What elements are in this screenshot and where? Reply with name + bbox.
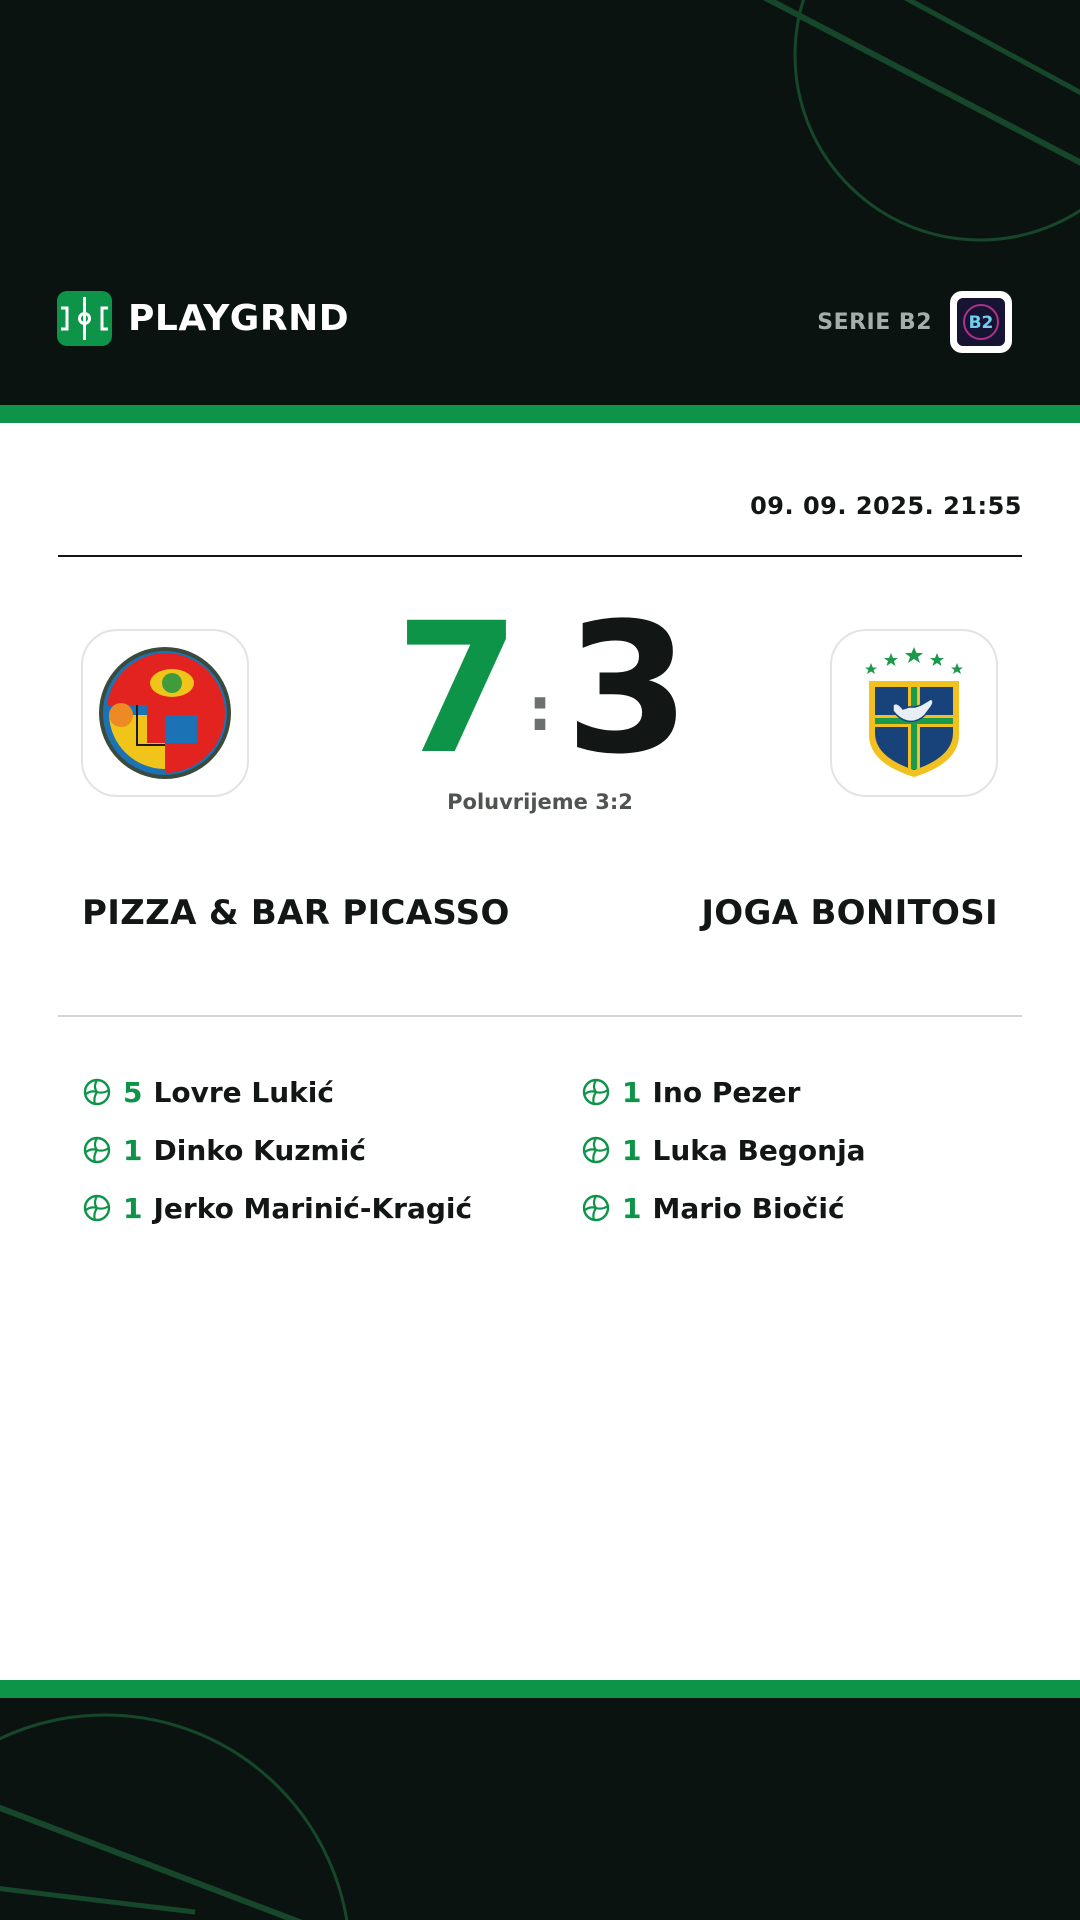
top-accent-bar [0,405,1080,423]
player-name: Mario Biočić [652,1191,845,1225]
brand [57,291,349,346]
football-icon [83,1194,111,1222]
svg-text:B2: B2 [968,313,994,333]
scorer-row [83,1063,472,1121]
header-panel [0,0,1080,405]
away-scorers-list [582,1063,866,1237]
football-icon [582,1078,610,1106]
pitch-icon [57,291,112,346]
home-team-name: PIZZA & BAR PICASSO [82,893,510,933]
halftime-score: Poluvrijeme 3:2 [447,790,633,814]
away-team-crest [830,629,998,797]
brand-name: PLAYGRND [128,298,350,339]
football-icon [83,1078,111,1106]
serie-b2-badge-icon [957,298,1005,346]
home-team-crest [81,629,249,797]
league-badge [950,291,1012,353]
divider [58,1015,1022,1017]
away-team-name: JOGA BONITOSI [701,893,998,933]
match-datetime: 09. 09. 2025. 21:55 [750,492,1022,520]
bottom-accent-bar [0,1680,1080,1698]
goal-count: 1 [123,1191,143,1225]
football-icon [83,1136,111,1164]
pitch-lines-decoration [0,1698,1080,1920]
divider [58,555,1022,557]
player-name: Lovre Lukić [153,1075,334,1109]
football-icon [582,1136,610,1164]
footer-panel [0,1698,1080,1920]
brazil-style-crest-icon [859,645,969,781]
away-score: 3 [565,585,691,794]
goal-count: 1 [622,1133,642,1167]
picasso-crest-icon [97,645,233,781]
goal-count: 1 [123,1133,143,1167]
player-name: Luka Begonja [652,1133,866,1167]
goal-count: 5 [123,1075,143,1109]
goal-count: 1 [622,1075,642,1109]
score-separator: : [528,675,552,745]
home-scorers-list [83,1063,472,1237]
player-name: Jerko Marinić-Kragić [153,1191,473,1225]
scorer-row [582,1121,866,1179]
home-score: 7 [395,585,521,794]
league-name: SERIE B2 [817,309,932,335]
league-info [817,291,1012,353]
football-icon [582,1194,610,1222]
goal-count: 1 [622,1191,642,1225]
scorer-row [83,1121,472,1179]
player-name: Dinko Kuzmić [153,1133,366,1167]
scorer-row [582,1179,866,1237]
scorer-row [83,1179,472,1237]
scorer-row [582,1063,866,1121]
player-name: Ino Pezer [652,1075,801,1109]
